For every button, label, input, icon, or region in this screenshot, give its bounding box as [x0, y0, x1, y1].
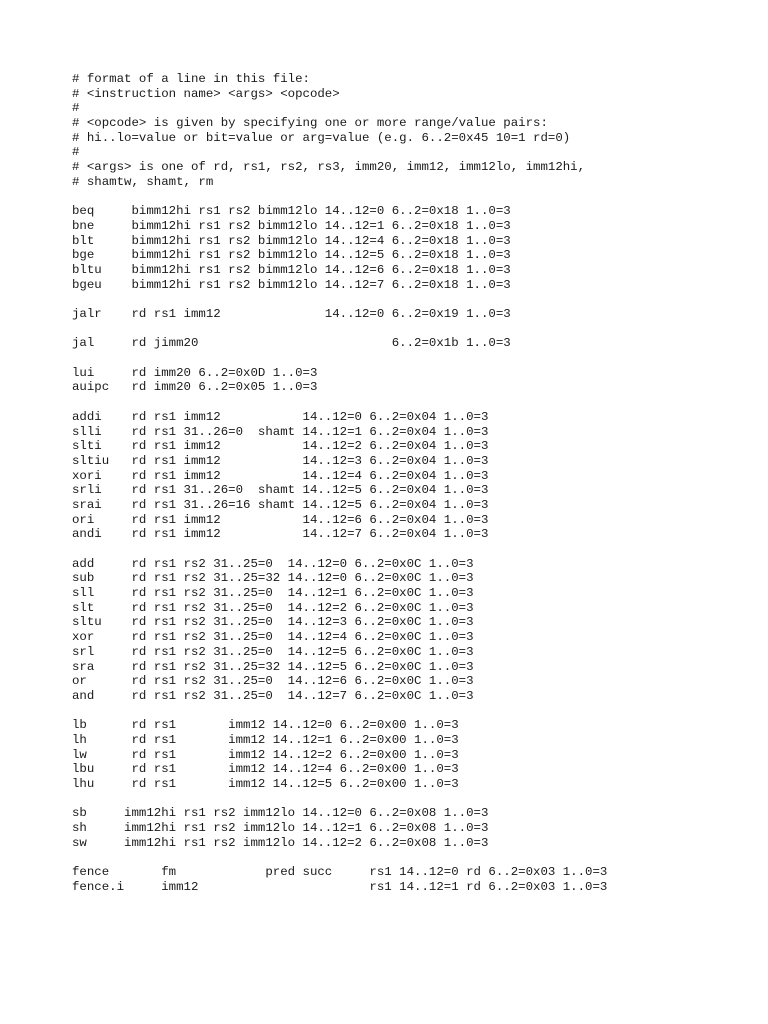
listing-line [72, 542, 607, 557]
listing-line: srl rd rs1 rs2 31..25=0 14..12=5 6..2=0x0C 1..0=3 [72, 644, 474, 659]
listing-line: and rd rs1 rs2 31..25=0 14..12=7 6..2=0x0C 1..0=3 [72, 688, 474, 703]
listing-line: sw imm12hi rs1 rs2 imm12lo 14..12=2 6..2=0x08 1..0=3 [72, 835, 489, 850]
opcode-listing [72, 72, 607, 895]
listing-line: bltu bimm12hi rs1 rs2 bimm12lo 14..12=6 6..2=0x18 1..0=3 [72, 262, 511, 277]
listing-line: slt rd rs1 rs2 31..25=0 14..12=2 6..2=0x0C 1..0=3 [72, 600, 474, 615]
listing-line: fence fm pred succ rs1 14..12=0 rd 6..2=0x03 1..0=3 [72, 865, 608, 880]
listing-line [72, 792, 607, 807]
listing-line: lb rd rs1 imm12 14..12=0 6..2=0x00 1..0=3 [72, 718, 459, 733]
listing-line: sltu rd rs1 rs2 31..25=0 14..12=3 6..2=0x0C 1..0=3 [72, 615, 474, 630]
listing-line: # <instruction name> <args> <opcode> [72, 86, 340, 101]
listing-line [72, 704, 607, 719]
listing-line: bne bimm12hi rs1 rs2 bimm12lo 14..12=1 6..2=0x18 1..0=3 [72, 218, 511, 233]
listing-line: lhu rd rs1 imm12 14..12=5 6..2=0x00 1..0=3 [72, 777, 459, 791]
listing-line: lh rd rs1 imm12 14..12=1 6..2=0x00 1..0=3 [72, 732, 459, 747]
listing-line: sh imm12hi rs1 rs2 imm12lo 14..12=1 6..2=0x08 1..0=3 [72, 821, 489, 836]
listing-line: jal rd jimm20 6..2=0x1b 1..0=3 [72, 336, 511, 351]
listing-line: # format of a line in this file: [72, 72, 310, 86]
listing-line: # [72, 145, 80, 160]
listing-line: jalr rd rs1 imm12 14..12=0 6..2=0x19 1..0=3 [72, 307, 511, 321]
listing-line: # <opcode> is given by specifying one or more range/value pairs: [72, 116, 548, 131]
listing-line: sb imm12hi rs1 rs2 imm12lo 14..12=0 6..2=0x08 1..0=3 [72, 806, 489, 821]
listing-line: auipc rd imm20 6..2=0x05 1..0=3 [72, 380, 318, 395]
listing-line [72, 190, 607, 205]
listing-line: fence.i imm12 rs1 14..12=1 rd 6..2=0x03 1..0=3 [72, 879, 608, 894]
listing-line: # shamtw, shamt, rm [72, 174, 214, 189]
listing-line [72, 292, 607, 307]
listing-line [72, 395, 607, 410]
listing-line [72, 322, 607, 337]
listing-line: lw rd rs1 imm12 14..12=2 6..2=0x00 1..0=3 [72, 747, 459, 762]
listing-line: lui rd imm20 6..2=0x0D 1..0=3 [72, 365, 318, 380]
listing-line: srli rd rs1 31..26=0 shamt 14..12=5 6..2=0x04 1..0=3 [72, 483, 489, 498]
listing-line: bgeu bimm12hi rs1 rs2 bimm12lo 14..12=7 6..2=0x18 1..0=3 [72, 277, 511, 292]
listing-line: blt bimm12hi rs1 rs2 bimm12lo 14..12=4 6..2=0x18 1..0=3 [72, 233, 511, 248]
listing-line: slli rd rs1 31..26=0 shamt 14..12=1 6..2=0x04 1..0=3 [72, 424, 489, 439]
listing-line: add rd rs1 rs2 31..25=0 14..12=0 6..2=0x0C 1..0=3 [72, 556, 474, 571]
listing-line: sll rd rs1 rs2 31..25=0 14..12=1 6..2=0x0C 1..0=3 [72, 586, 474, 601]
listing-line [72, 850, 607, 865]
listing-line: # <args> is one of rd, rs1, rs2, rs3, imm20, imm12, imm12lo, imm12hi, [72, 160, 586, 175]
listing-line: lbu rd rs1 imm12 14..12=4 6..2=0x00 1..0=3 [72, 762, 459, 777]
listing-line: sra rd rs1 rs2 31..25=32 14..12=5 6..2=0x0C 1..0=3 [72, 659, 474, 674]
listing-line: # [72, 101, 80, 116]
listing-line: addi rd rs1 imm12 14..12=0 6..2=0x04 1..0=3 [72, 409, 489, 424]
listing-line: xor rd rs1 rs2 31..25=0 14..12=4 6..2=0x0C 1..0=3 [72, 630, 474, 645]
listing-line: ori rd rs1 imm12 14..12=6 6..2=0x04 1..0=3 [72, 512, 489, 527]
listing-line: # hi..lo=value or bit=value or arg=value (e.g. 6..2=0x45 10=1 rd=0) [72, 130, 571, 145]
listing-line: or rd rs1 rs2 31..25=0 14..12=6 6..2=0x0C 1..0=3 [72, 674, 474, 689]
listing-line: slti rd rs1 imm12 14..12=2 6..2=0x04 1..0=3 [72, 439, 489, 454]
listing-line: xori rd rs1 imm12 14..12=4 6..2=0x04 1..0=3 [72, 468, 489, 483]
listing-line: sub rd rs1 rs2 31..25=32 14..12=0 6..2=0x0C 1..0=3 [72, 571, 474, 586]
listing-line: sltiu rd rs1 imm12 14..12=3 6..2=0x04 1..0=3 [72, 453, 489, 468]
listing-line [72, 351, 607, 366]
listing-line: andi rd rs1 imm12 14..12=7 6..2=0x04 1..0=3 [72, 527, 489, 542]
listing-line: srai rd rs1 31..26=16 shamt 14..12=5 6..2=0x04 1..0=3 [72, 497, 489, 512]
listing-line: bge bimm12hi rs1 rs2 bimm12lo 14..12=5 6..2=0x18 1..0=3 [72, 248, 511, 263]
listing-line: beq bimm12hi rs1 rs2 bimm12lo 14..12=0 6..2=0x18 1..0=3 [72, 204, 511, 219]
